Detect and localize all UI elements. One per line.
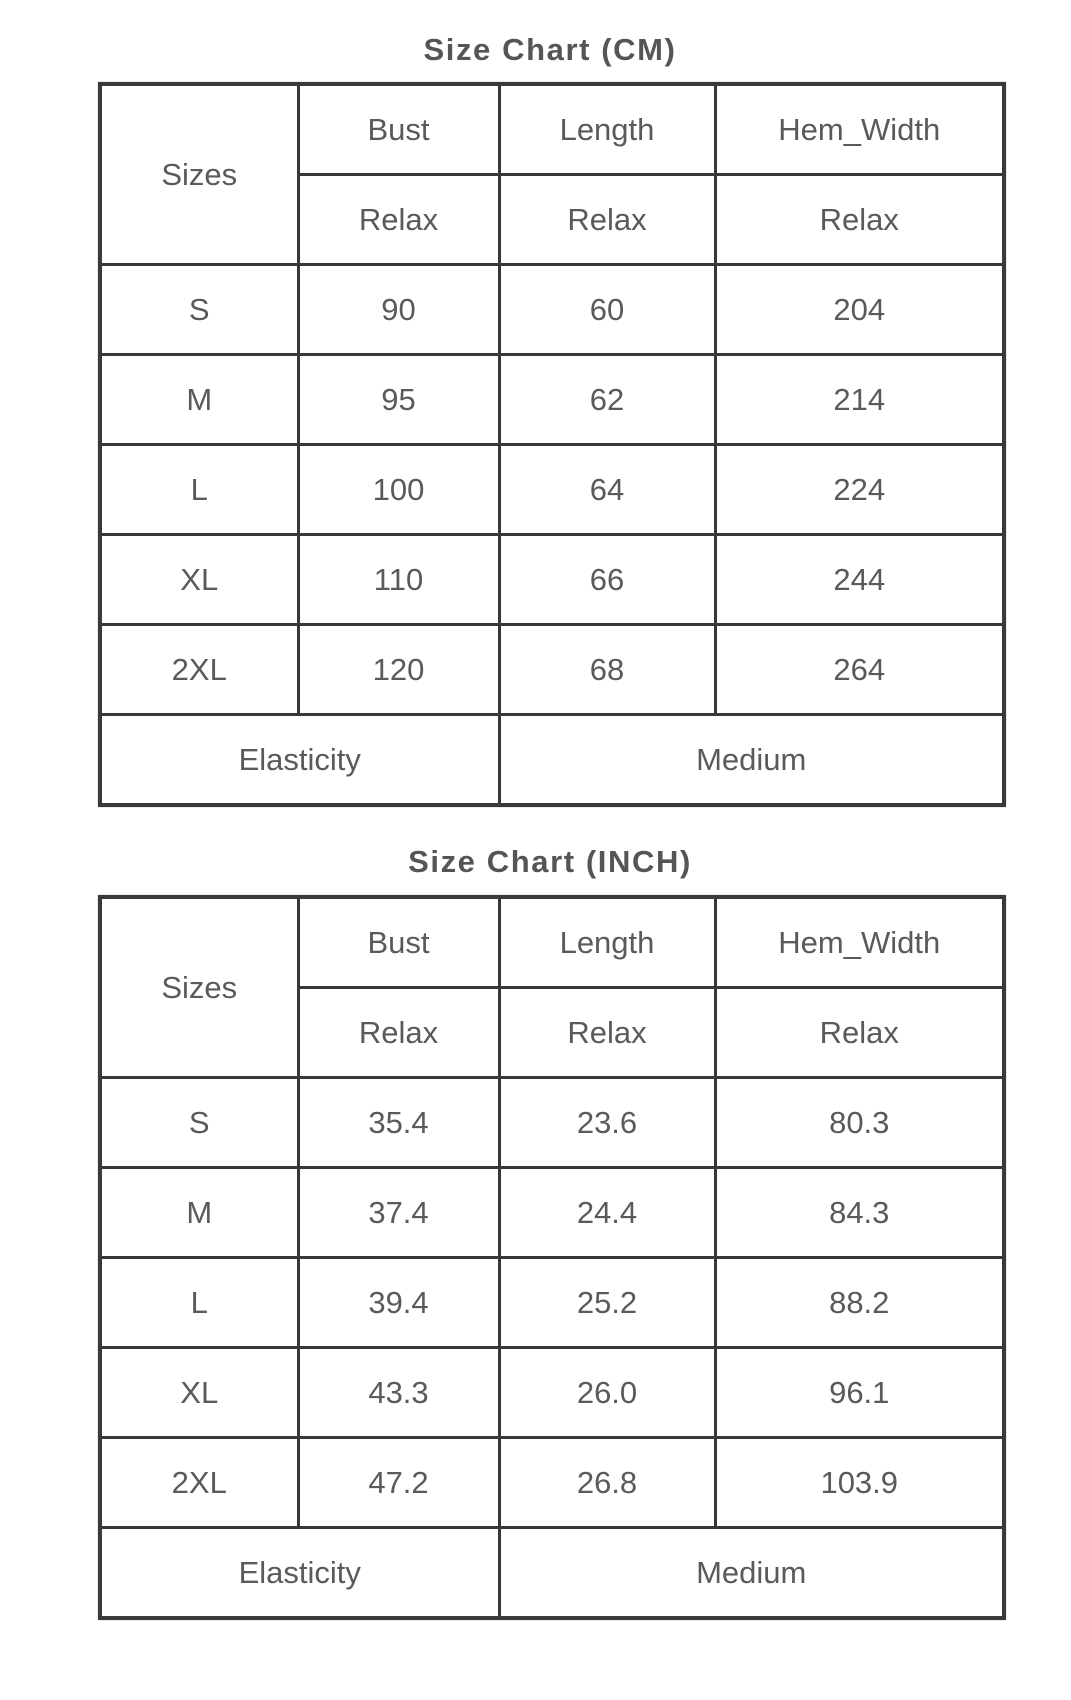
hem-width-cell: 88.2 <box>715 1258 1004 1348</box>
header-hem-width: Hem_Width <box>715 897 1004 988</box>
hem-width-cell: 80.3 <box>715 1078 1004 1168</box>
elasticity-label: Elasticity <box>100 1528 499 1619</box>
subheader-hem-width: Relax <box>715 175 1004 265</box>
hem-width-cell: 96.1 <box>715 1348 1004 1438</box>
table-row <box>100 1348 1004 1438</box>
elasticity-value: Medium <box>499 715 1004 806</box>
hem-width-cell: 84.3 <box>715 1168 1004 1258</box>
hem-width-cell: 103.9 <box>715 1438 1004 1528</box>
length-cell: 68 <box>499 625 715 715</box>
subheader-hem-width: Relax <box>715 988 1004 1078</box>
header-row <box>100 84 1004 175</box>
elasticity-value: Medium <box>499 1528 1004 1619</box>
header-sizes: Sizes <box>100 84 298 265</box>
bust-cell: 100 <box>298 445 499 535</box>
size-cell: L <box>100 1258 298 1348</box>
size-cell: XL <box>100 1348 298 1438</box>
header-bust: Bust <box>298 897 499 988</box>
size-cell: 2XL <box>100 625 298 715</box>
header-length: Length <box>499 897 715 988</box>
subheader-length: Relax <box>499 175 715 265</box>
cm-chart-title: Size Chart (CM) <box>423 32 677 67</box>
elasticity-label: Elasticity <box>100 715 499 806</box>
bust-cell: 90 <box>298 265 499 355</box>
hem-width-cell: 214 <box>715 355 1004 445</box>
hem-width-cell: 204 <box>715 265 1004 355</box>
bust-cell: 37.4 <box>298 1168 499 1258</box>
length-cell: 25.2 <box>499 1258 715 1348</box>
length-cell: 66 <box>499 535 715 625</box>
bust-cell: 39.4 <box>298 1258 499 1348</box>
elasticity-row <box>100 1528 1004 1619</box>
table-row <box>100 1438 1004 1528</box>
size-cell: S <box>100 265 298 355</box>
subheader-length: Relax <box>499 988 715 1078</box>
subheader-bust: Relax <box>298 175 499 265</box>
header-hem-width: Hem_Width <box>715 84 1004 175</box>
size-cell: L <box>100 445 298 535</box>
bust-cell: 110 <box>298 535 499 625</box>
bust-cell: 120 <box>298 625 499 715</box>
table-row <box>100 625 1004 715</box>
size-cell: M <box>100 1168 298 1258</box>
table-row <box>100 445 1004 535</box>
length-cell: 62 <box>499 355 715 445</box>
size-cell: XL <box>100 535 298 625</box>
cm-size-table <box>98 82 1006 807</box>
table-row <box>100 1168 1004 1258</box>
hem-width-cell: 264 <box>715 625 1004 715</box>
length-cell: 26.0 <box>499 1348 715 1438</box>
bust-cell: 47.2 <box>298 1438 499 1528</box>
hem-width-cell: 224 <box>715 445 1004 535</box>
header-length: Length <box>499 84 715 175</box>
header-sizes: Sizes <box>100 897 298 1078</box>
table-row <box>100 265 1004 355</box>
length-cell: 24.4 <box>499 1168 715 1258</box>
size-cell: S <box>100 1078 298 1168</box>
length-cell: 23.6 <box>499 1078 715 1168</box>
bust-cell: 35.4 <box>298 1078 499 1168</box>
size-cell: M <box>100 355 298 445</box>
table-row <box>100 1078 1004 1168</box>
table-row <box>100 355 1004 445</box>
length-cell: 60 <box>499 265 715 355</box>
hem-width-cell: 244 <box>715 535 1004 625</box>
length-cell: 64 <box>499 445 715 535</box>
elasticity-row <box>100 715 1004 806</box>
bust-cell: 43.3 <box>298 1348 499 1438</box>
bust-cell: 95 <box>298 355 499 445</box>
header-row <box>100 897 1004 988</box>
header-bust: Bust <box>298 84 499 175</box>
inch-size-table <box>98 895 1006 1620</box>
length-cell: 26.8 <box>499 1438 715 1528</box>
table-row <box>100 535 1004 625</box>
inch-chart-title: Size Chart (INCH) <box>408 844 692 879</box>
size-cell: 2XL <box>100 1438 298 1528</box>
subheader-bust: Relax <box>298 988 499 1078</box>
table-row <box>100 1258 1004 1348</box>
